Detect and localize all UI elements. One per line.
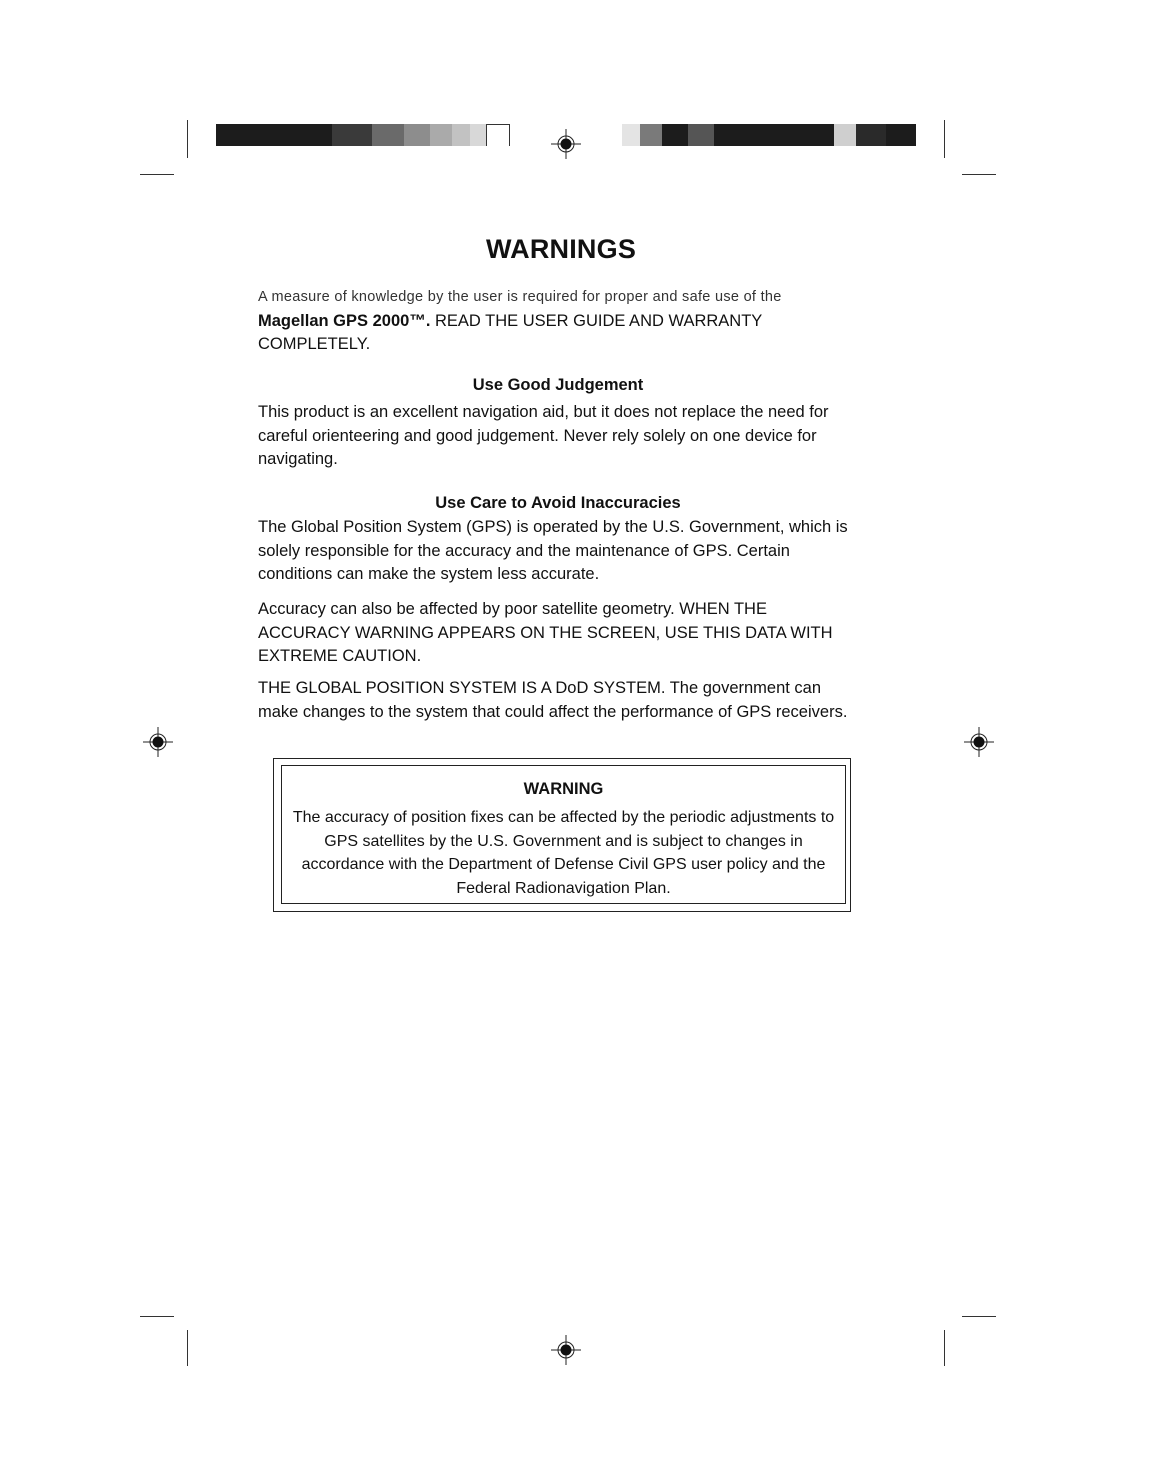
intro-line: A measure of knowledge by the user is required for proper and safe use of the: [258, 289, 782, 305]
intro-paragraph: [258, 285, 858, 357]
warning-box-title: WARNING: [523, 780, 604, 798]
registration-mark-icon: [551, 129, 581, 159]
warning-box: [273, 758, 851, 912]
registration-mark-icon: [964, 727, 994, 757]
warning-box-inner: [281, 765, 846, 904]
section-heading: Use Good Judgement: [472, 376, 644, 394]
crop-mark: [140, 174, 174, 175]
grayscale-bar-left: [216, 124, 510, 146]
crop-mark: [944, 120, 945, 158]
section-paragraph: THE GLOBAL POSITION SYSTEM IS A DoD SYSTEM. The government can make changes to the system that could affect the performance of GPS receivers.: [258, 679, 848, 721]
warning-box-text: The accuracy of position fixes can be affected by the periodic adjustments to GPS satellites by the U.S. Government and is subject to changes in accordance with the Department of Defense Civil GPS user policy and the Federal Radionavigation Plan.: [292, 809, 835, 897]
registration-mark-icon: [551, 1335, 581, 1365]
section-paragraph: The Global Position System (GPS) is operated by the U.S. Government, which is solely responsible for the accuracy and the maintenance of GPS. Certain conditions can make the system less accurate.: [258, 518, 848, 583]
crop-mark: [140, 1316, 174, 1317]
intro-rest: READ THE USER GUIDE AND WARRANTY COMPLETELY.: [258, 311, 762, 353]
product-name: Magellan GPS 2000™.: [258, 311, 431, 330]
crop-mark: [187, 1330, 188, 1366]
crop-mark: [944, 1330, 945, 1366]
registration-mark-icon: [143, 727, 173, 757]
section-paragraph: Accuracy can also be affected by poor satellite geometry. WHEN THE ACCURACY WARNING APPEARS ON THE SCREEN, USE THIS DATA WITH EXTREME CAUTION.: [258, 600, 833, 665]
section-paragraph: This product is an excellent navigation aid, but it does not replace the need for careful orienteering and good judgement. Never rely solely on one device for navigating.: [258, 403, 829, 468]
crop-mark: [962, 1316, 996, 1317]
section-heading: Use Care to Avoid Inaccuracies: [435, 494, 681, 512]
crop-mark: [962, 174, 996, 175]
crop-mark: [187, 120, 188, 158]
page-title: WARNINGS: [485, 234, 637, 264]
grayscale-bar-right: [622, 124, 916, 146]
